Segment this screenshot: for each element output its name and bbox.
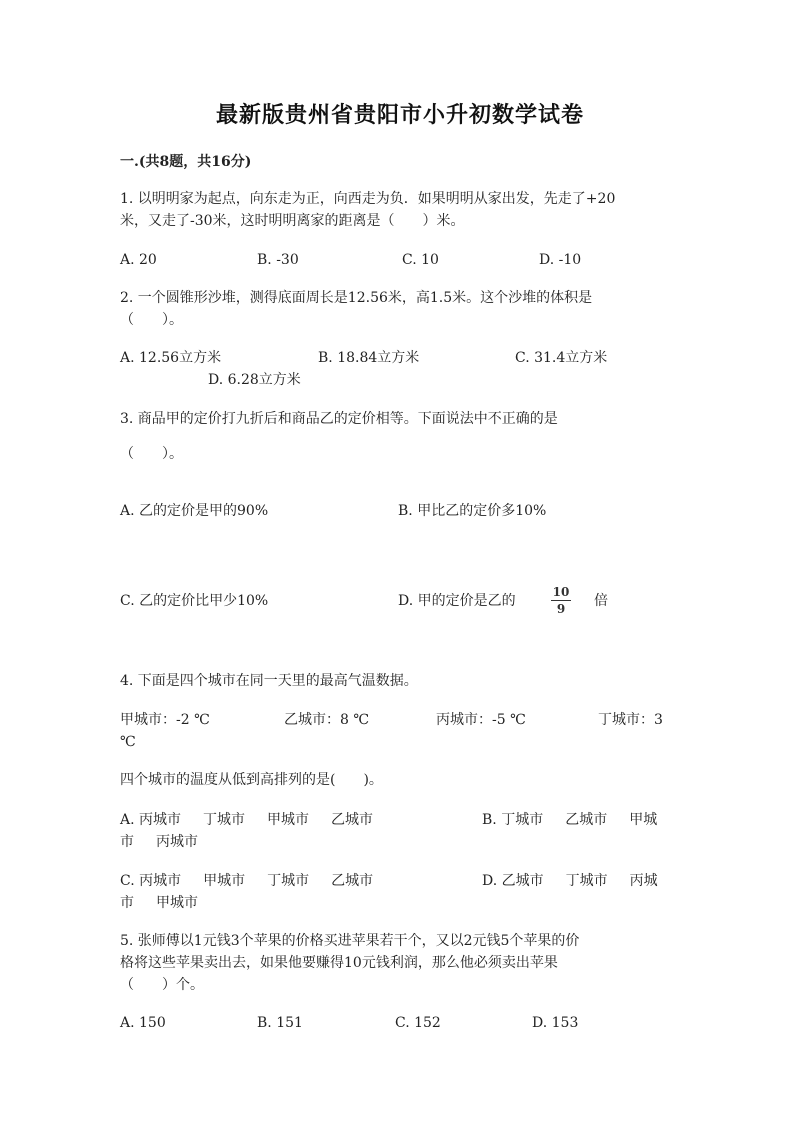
q4-c-city-3: 丁城市 [267,873,310,889]
q2-option-a[interactable]: A. 12.56立方米 [120,350,222,366]
q4-a-city-2: 丁城市 [203,812,246,828]
q4-d-wrap-2: 甲城市 [156,895,198,911]
q4-question: 四个城市的温度从低到高排列的是( )。 [120,772,383,788]
q4-c-city-1: C. 丙城市 [120,873,182,889]
q4-stem: 4. 下面是四个城市在同一天里的最高气温数据。 [120,673,418,689]
fraction-bar [551,600,571,601]
q3-option-a[interactable]: A. 乙的定价是甲的90% [120,503,269,519]
q4-temp-jia: 甲城市：-2 ℃ [120,712,210,728]
q4-option-a[interactable] [120,809,395,831]
q5-stem-line2: 格将这些苹果卖出去，如果他要赚得10元钱利润，那么他必须卖出苹果 [120,955,558,971]
q2-stem-line2: （ ）。 [120,312,183,328]
section-heading: 一.(共8题，共16分) [120,154,252,170]
q4-d-city-2: 丁城市 [565,873,608,889]
q1-option-a[interactable]: A. 20 [120,252,157,268]
q2-option-d[interactable]: D. 6.28立方米 [208,372,301,388]
q4-b-city-3: 甲城 [629,812,658,828]
q1-option-d[interactable]: D. -10 [539,252,582,268]
q4-d-city-3: 丙城 [629,873,658,889]
q4-temp-yi: 乙城市：8 ℃ [284,712,370,728]
q3-stem-line2: （ ）。 [120,446,183,462]
q4-a-city-1: A. 丙城市 [120,812,182,828]
q1-option-c[interactable]: C. 10 [402,252,439,268]
q5-option-c[interactable]: C. 152 [395,1015,441,1031]
q4-option-b[interactable] [482,809,657,831]
q4-b-wrap-2: 丙城市 [156,834,198,850]
q3-option-c[interactable]: C. 乙的定价比甲少10% [120,593,269,609]
q2-option-c[interactable]: C. 31.4立方米 [515,350,608,366]
q4-option-b-wrap [120,831,220,853]
q1-option-b[interactable]: B. -30 [257,252,299,268]
q4-b-city-2: 乙城市 [565,812,608,828]
q4-option-d[interactable] [482,870,658,892]
q5-option-d[interactable]: D. 153 [532,1015,579,1031]
q3-option-d[interactable]: D. 甲的定价是乙的 [398,593,516,609]
q5-stem-line3: （ ）个。 [120,977,204,993]
q4-temp-ding-unit: ℃ [120,734,136,750]
page-title: 最新版贵州省贵阳市小升初数学试卷 [215,102,584,128]
q1-stem-line2: 米，又走了-30米，这时明明离家的距离是（ ）米。 [120,213,465,229]
q1-stem-line1: 1. 以明明家为起点，向东走为正，向西走为负．如果明明从家出发，先走了+20 [120,191,616,207]
q4-b-wrap-1: 市 [120,834,134,850]
q4-temp-ding: 丁城市：3 [598,712,663,728]
q3-option-d-suffix: 倍 [594,593,608,609]
q3-option-b[interactable]: B. 甲比乙的定价多10% [398,503,547,519]
q4-option-c[interactable] [120,870,395,892]
fraction-denominator: 9 [556,602,566,616]
fraction-numerator: 10 [552,585,570,599]
q4-a-city-3: 甲城市 [267,812,310,828]
q3-stem-line1: 3. 商品甲的定价打九折后和商品乙的定价相等。下面说法中不正确的是 [120,411,558,427]
q4-d-wrap-1: 市 [120,895,134,911]
q5-option-a[interactable]: A. 150 [120,1015,166,1031]
q4-a-city-4: 乙城市 [331,812,374,828]
q5-option-b[interactable]: B. 151 [257,1015,303,1031]
q5-stem-line1: 5. 张师傅以1元钱3个苹果的价格买进苹果若干个，又以2元钱5个苹果的价 [120,933,580,949]
q4-b-city-1: B. 丁城市 [482,812,544,828]
q4-d-city-1: D. 乙城市 [482,873,544,889]
q2-option-b[interactable]: B. 18.84立方米 [318,350,420,366]
q4-temp-bing: 丙城市：-5 ℃ [436,712,526,728]
q4-c-city-4: 乙城市 [331,873,374,889]
q2-stem-line1: 2. 一个圆锥形沙堆，测得底面周长是12.56米，高1.5米。这个沙堆的体积是 [120,290,593,306]
q4-option-d-wrap [120,892,220,914]
q4-c-city-2: 甲城市 [203,873,246,889]
q3-option-d-fraction [551,585,571,616]
